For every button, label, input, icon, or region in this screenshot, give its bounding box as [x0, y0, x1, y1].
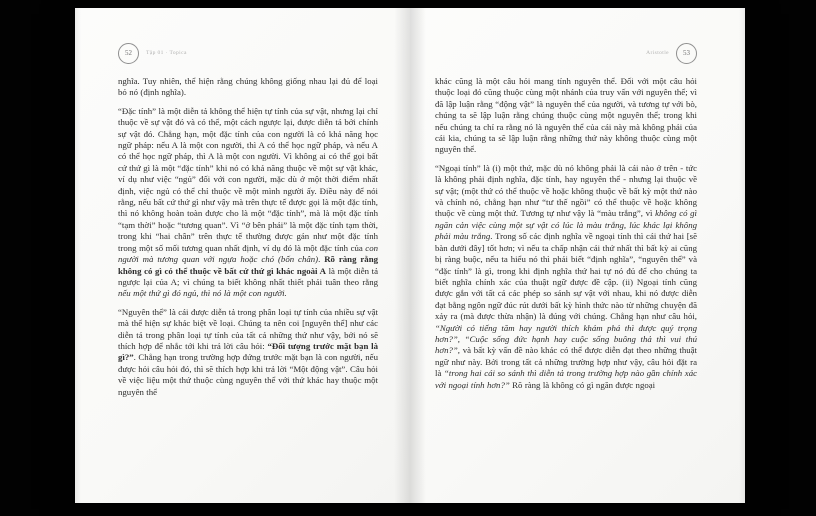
- text-segment: nghĩa. Tuy nhiên, thể hiện rằng chúng không giống nhau lại đủ để loại bỏ nó (định nghĩa).: [118, 76, 378, 98]
- text-segment: . Chẳng hạn trong trường hợp đứng trước mặt bạn là con người, nếu được hỏi câu hỏi đó, thì sẽ thích hợp khi trả lời “Một động vật”. Câu hỏi về việc liệu một thứ thuộc cùng nguyên thể với thứ khác hay thuộc một nguyên thể: [118, 352, 378, 397]
- right-page-body: [435, 76, 697, 391]
- left-page: [75, 8, 410, 503]
- paragraph: [118, 76, 378, 99]
- text-segment: “Ngoại tính” là (i) một thứ, mặc dù nó không phải là cái nào ở trên - tức là không phải định nghĩa, đặc tính, hay nguyên thể - nhưng lại thuộc về sự vật; (một thứ có thể thuộc về hoặc không thuộc về bất kỳ một thứ nào và chính nó, chẳng hạn như “tư thế ngồi” có thể thuộc về hoặc không thuộc về cùng một thứ. Tương tự như vậy là “màu trắng”, vì: [435, 162, 697, 219]
- right-page-number: 53: [683, 48, 690, 57]
- text-segment: . Trong số các định nghĩa về ngoại tính thì cái thứ hai [sẽ bàn dưới đây] tốt hơn; vì nếu ta chấp nhận cái thứ nhất thì bất kỳ ai cũng bị ràng buộc, nếu ta hiểu nó thì phải biết “định nghĩa”, “nguyên thể” và “đặc tính” là gì, trong khi định nghĩa thứ hai tự nó đủ để cho chúng ta biết nghĩa chính xác của thuật ngữ được đề cập. (ii) Ngoại tính cũng được gắn với tất cả các phép so sánh sự vật với nhau, khi nó được diễn đạt bằng ngôn ngữ đúc rút dưới bất kỳ hình thức nào từ những chuyện đã xảy ra (mà được thừa nhận) là đúng với chúng. Chẳng hạn như câu hỏi,: [435, 231, 698, 322]
- paragraph: [435, 76, 697, 156]
- text-segment: Rõ ràng rằng không có gì có thể thuộc về bất cứ thứ gì khác ngoài A: [118, 254, 378, 276]
- paragraph: [435, 163, 697, 391]
- text-segment: nếu một thứ gì đó ngủ, thì nó là một con người.: [118, 288, 287, 299]
- right-page: [410, 8, 745, 503]
- text-segment: “Đặc tính” là một diễn tả không thể hiện tự tính của sự vật, nhưng lại chỉ thuộc về sự vật đó và có thể, một cách ngược lại, được diễn tả bởi chính sự vật đó. Chẳng hạn, một đặc tính của con người là có khả năng học ngữ pháp: nếu A là một con người, thì A có thể học ngữ pháp, và nếu A có thể học ngữ pháp, thì A là một con người. Vì không ai có thể gọi bất cứ thứ gì là một “đặc tính” khi nó có khả năng thuộc về một sự vật khác, ví dụ như việc “ngủ” đối với con người, mặc dù ở một thời điểm nhất định, việc ngủ có thể chỉ thuộc về một mình người ấy. Điều này để nói rằng, nếu bất cứ thứ gì như vậy mà trên thực tế được gọi là một đặc tính, thì nó không hoàn toàn được cho là một “đặc tính”, mà là một đặc tính “tạm thời” hoặc “tương quan”. Vì “ở bên phải” là một đặc tính tạm thời, trong khi “hai chân” trên thực tế thường được gán như một đặc tính trong một số mối tương quan nhất định, ví dụ đó là một đặc tính của: [118, 105, 378, 253]
- text-segment: “Nguyên thể” là cái được diễn tả trong phân loại tự tính của nhiều sự vật mà thể hiện sự khác biệt về loại. Chúng ta nên coi [nguyên thể] như các diễn tả trong phân loại tự tính của tất cả những thứ như vậy, bởi nó sẽ thích hợp để nhắc tới khi trả lời câu hỏi:: [118, 306, 378, 351]
- text-segment: “Người có tiếng tăm hay người thích khám phá thì được quý trọng hơn?”: [435, 322, 697, 344]
- text-segment: ,: [457, 333, 465, 344]
- paragraph: [118, 307, 378, 398]
- paragraph: [118, 106, 378, 300]
- text-segment: Rõ ràng là không có gì ngăn được ngoại: [509, 379, 656, 390]
- right-running-head: Aristotle: [646, 50, 669, 56]
- left-page-header: [118, 42, 378, 64]
- left-page-body: [118, 76, 378, 398]
- text-segment: “Cuộc sống đức hạnh hay cuộc sống buông thả thì vui thú hơn?”: [435, 333, 697, 356]
- text-segment: con người mà tương quan với ngựa hoặc chó (bốn chân): [118, 242, 378, 265]
- right-page-number-badge: [676, 43, 697, 64]
- text-segment: “Đối tượng trước mặt bạn là gì?”: [118, 340, 378, 363]
- book-spread: [75, 8, 745, 503]
- text-segment: “trong hai cái so sánh thì diễn tả trong trường hợp nào gần chính xác với ngoại tính hơn?”: [435, 368, 698, 390]
- left-running-head: Tập 01 · Topica: [146, 50, 187, 56]
- right-page-header: [435, 42, 697, 64]
- text-segment: , và bất kỳ vấn đề nào khác có thể được diễn đạt theo những thuật ngữ như này. Bởi trong tất cả những trường hợp như vậy, câu hỏi đặt ra là: [435, 345, 697, 379]
- left-page-number-badge: [118, 43, 139, 64]
- left-page-number: 52: [125, 48, 132, 57]
- text-segment: .: [318, 254, 325, 265]
- text-segment: khác cũng là một câu hỏi mang tính nguyên thể. Đối với một câu hỏi thuộc loại đó cũng thuộc cùng một nhánh của truy vấn với nguyên thể; vì đã lập luận rằng “động vật” là nguyên thể của người, và tương tự với bò, chúng ta sẽ lập luận rằng chúng thuộc cùng một nguyên thể; trong khi nếu chúng ta chỉ ra rằng nó là nguyên thể của cái này mà không phải của cái kia, chúng ta sẽ lập luận rằng những thứ này không thuộc cùng một nguyên thể.: [435, 76, 697, 155]
- text-segment: là một diễn tả ngược lại của A; vì chúng ta biết không nhất thiết phải tuân theo rằng: [118, 265, 379, 287]
- text-segment: không có gì ngăn cản việc cùng một sự vật có lúc là màu trắng, lúc khác lại không phải màu trắng: [435, 208, 697, 242]
